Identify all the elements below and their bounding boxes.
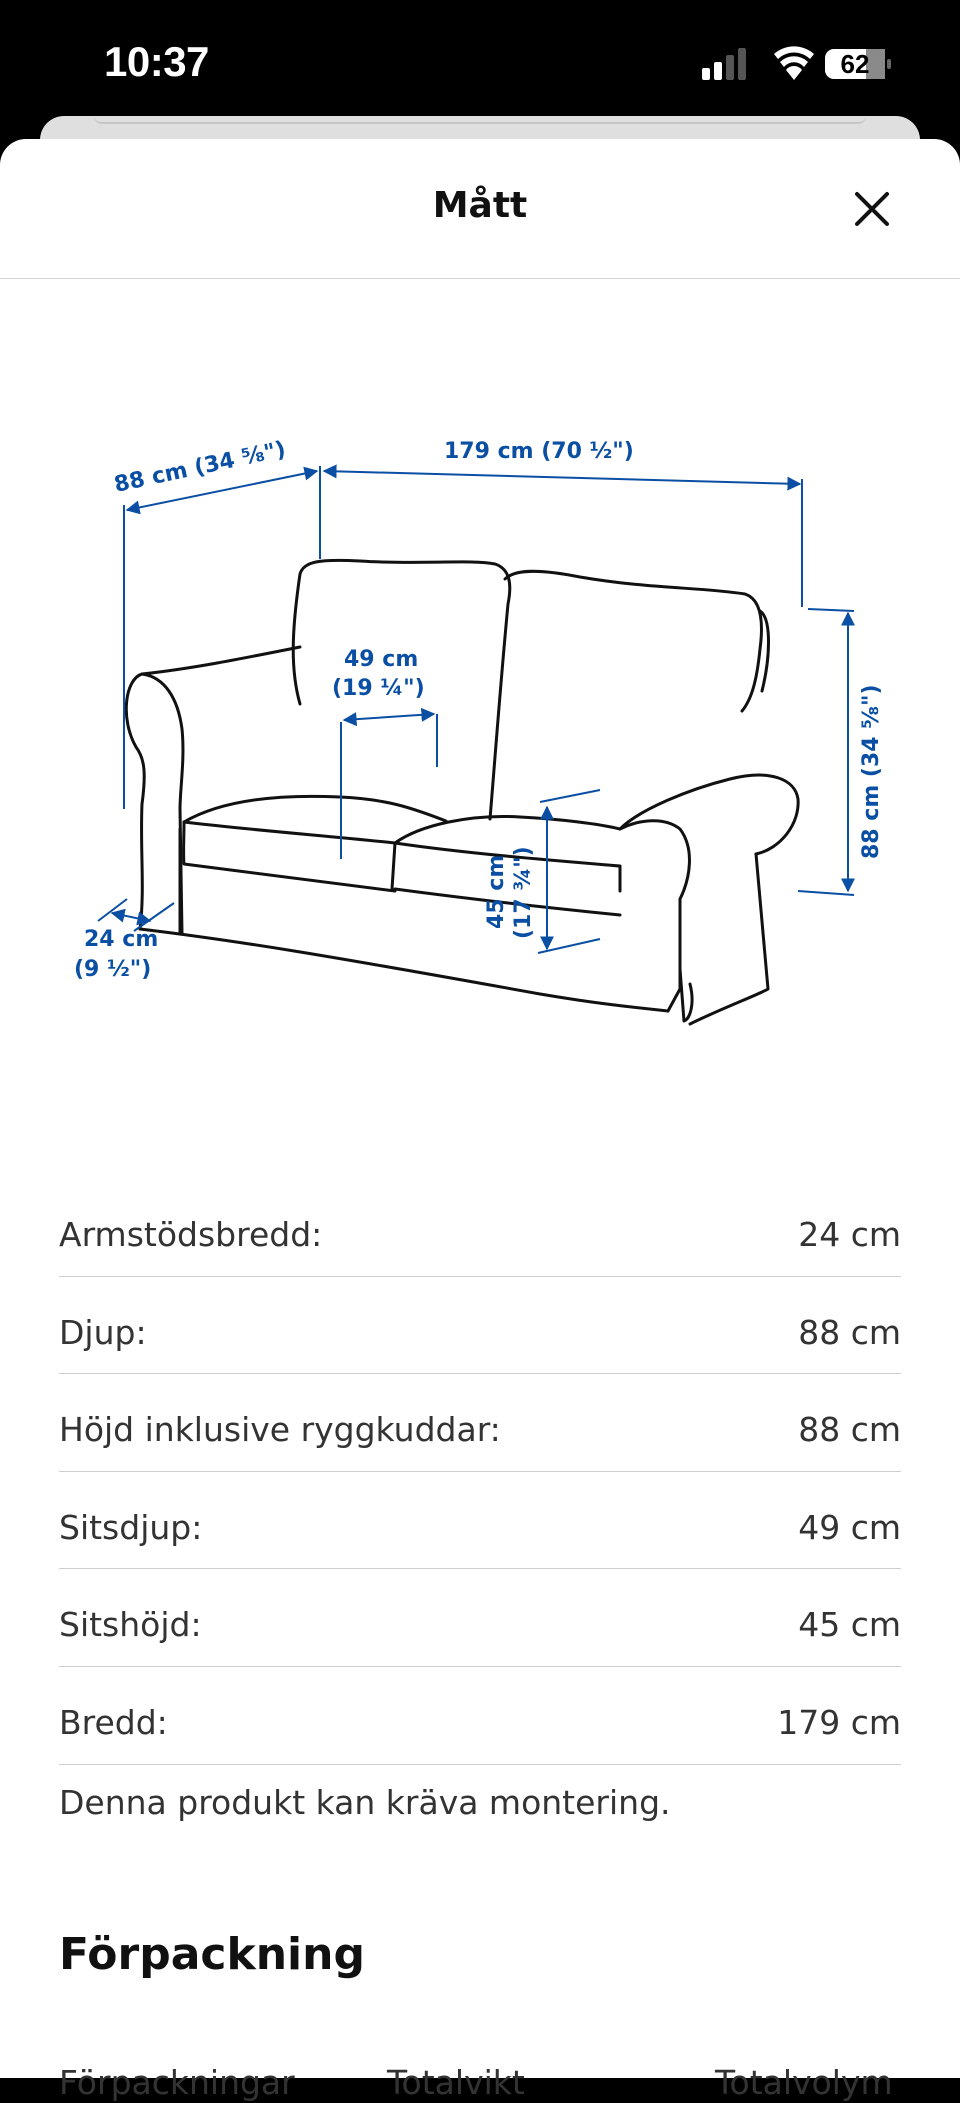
armrest-label-cm: 24 cm (84, 927, 159, 952)
status-time: 10:37 (104, 38, 209, 85)
close-icon (846, 183, 898, 235)
seat-height-label-in: (17 ¾") (511, 846, 536, 939)
packaging-column-packages: Förpackningar (59, 2063, 295, 2102)
svg-text:62: 62 (840, 49, 870, 79)
spec-row-depth (59, 1277, 901, 1375)
dimension-spec-list (59, 1179, 901, 1765)
spec-row-height-incl-back-cushions (59, 1374, 901, 1472)
dimension-lines (98, 466, 854, 953)
spec-value: 88 cm (798, 1312, 901, 1352)
spec-value: 88 cm (798, 1410, 901, 1450)
wifi-icon (774, 46, 814, 80)
spec-row-armrest-width (59, 1179, 901, 1277)
armrest-label-in: (9 ½") (74, 957, 152, 982)
spec-value: 45 cm (798, 1605, 901, 1645)
packaging-column-total-volume: Totalvolym (715, 2063, 893, 2102)
assembly-note: Denna produkt kan kräva montering. (59, 1783, 671, 1822)
packaging-column-headers (59, 2063, 901, 2103)
sheet-header (0, 139, 960, 279)
width-label: 179 cm (70 ½") (444, 439, 634, 464)
sofa-illustration (126, 560, 798, 1024)
seat-height-label-cm: 45 cm (484, 854, 509, 929)
sheet-title: Mått (432, 185, 528, 226)
spec-value: 179 cm (777, 1702, 901, 1742)
status-icons (700, 46, 900, 82)
spec-row-seat-depth (59, 1472, 901, 1570)
sofa-dimension-diagram (0, 429, 960, 1189)
spec-label: Armstödsbredd: (59, 1215, 323, 1254)
height-label: 88 cm (34 ⅝") (859, 684, 884, 859)
spec-label: Höjd inklusive ryggkuddar: (59, 1410, 501, 1450)
seat-depth-label-cm: 49 cm (344, 647, 419, 672)
spec-row-seat-height (59, 1569, 901, 1667)
cellular-signal-icon (702, 48, 746, 80)
close-button[interactable] (846, 183, 898, 235)
packaging-section-title: Förpackning (59, 1929, 365, 1980)
seat-depth-label-in: (19 ¼") (332, 676, 425, 701)
spec-label: Sitshöjd: (59, 1605, 202, 1645)
spec-row-width (59, 1667, 901, 1765)
dimensions-sheet (0, 139, 960, 2102)
spec-label: Djup: (59, 1312, 147, 1352)
spec-label: Sitsdjup: (59, 1507, 203, 1547)
battery-icon (825, 49, 891, 79)
status-bar (0, 0, 960, 120)
spec-value: 49 cm (798, 1507, 901, 1547)
depth-label: 88 cm (34 ⅝") (112, 437, 288, 498)
spec-label: Bredd: (59, 1702, 168, 1742)
spec-value: 24 cm (798, 1215, 901, 1254)
packaging-column-total-weight: Totalvikt (387, 2063, 525, 2102)
